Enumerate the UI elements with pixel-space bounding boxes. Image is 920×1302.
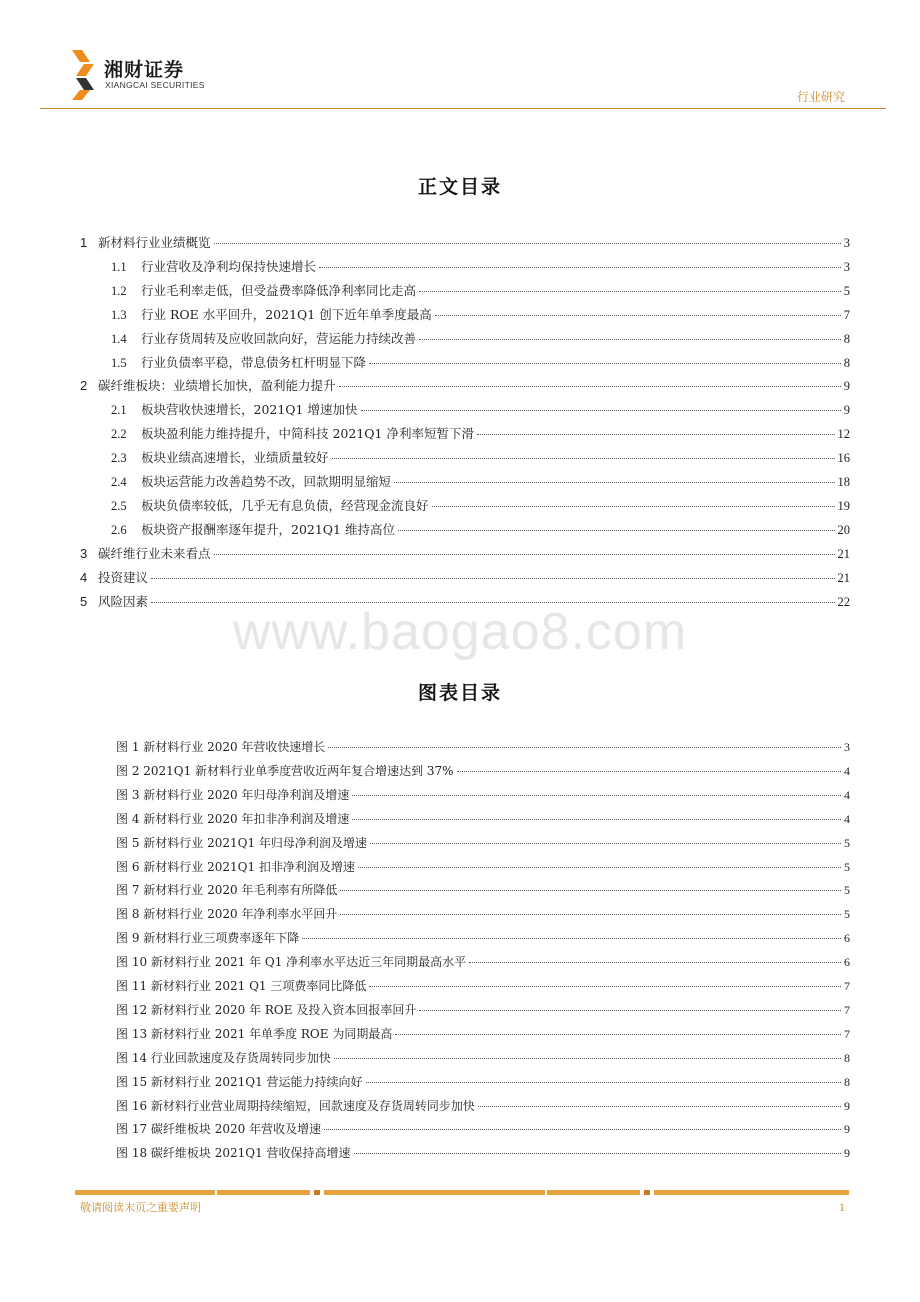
figure-entry[interactable] [116, 953, 850, 973]
figure-entry-title: 图 9 新材料行业三项费率逐年下降 [116, 931, 300, 946]
toc-dot-leader [361, 410, 841, 411]
figure-dot-leader [457, 771, 841, 772]
toc-entry-number: 2.6 [111, 522, 127, 537]
toc-dot-leader [477, 434, 835, 435]
toc-entry-number: 1.3 [111, 307, 127, 322]
toc-dot-leader [214, 554, 835, 555]
figure-entry-page: 5 [844, 907, 850, 922]
toc-entry[interactable] [80, 233, 850, 253]
page-number: 1 [839, 1200, 845, 1214]
watermark: www.baogao8.com [232, 603, 688, 661]
figure-dot-leader [369, 986, 841, 987]
figure-entry-page: 5 [844, 883, 850, 898]
figure-entry-title: 图 8 新材料行业 2020 年净利率水平回升 [116, 907, 338, 922]
toc-entry-title: 新材料行业业绩概览 [98, 235, 211, 250]
toc-dot-leader [435, 315, 841, 316]
toc-entry[interactable] [80, 544, 850, 564]
figure-dot-leader [352, 795, 841, 796]
toc-entry-title: 风险因素 [98, 593, 149, 609]
toc-dot-leader [419, 291, 841, 292]
toc-entry[interactable] [111, 496, 850, 516]
toc-entry-number: 1.2 [111, 283, 127, 298]
figure-entry[interactable] [116, 1001, 850, 1021]
toc-entry-title: 行业存货周转及应收回款向好，营运能力持续改善 [141, 330, 417, 346]
figure-entry[interactable] [116, 1073, 850, 1093]
figure-entry[interactable] [116, 834, 850, 854]
toc-entry[interactable] [111, 448, 850, 468]
figure-entry-page: 9 [844, 1122, 850, 1137]
toc-entry-page: 21 [837, 546, 850, 561]
toc-entry[interactable] [111, 424, 850, 444]
toc-entry-page: 8 [843, 331, 850, 346]
figure-list-heading: 图表目录 [417, 682, 502, 704]
toc-entry-number: 1.5 [111, 355, 127, 370]
header-divider [40, 108, 886, 109]
figure-entry-page: 6 [844, 955, 850, 970]
figure-entry-title: 图 18 碳纤维板块 2021Q1 营收保持高增速 [116, 1146, 351, 1161]
toc-entry[interactable] [111, 305, 850, 325]
toc-entry-page: 20 [837, 522, 850, 537]
figure-entry-page: 8 [844, 1050, 850, 1065]
figure-entry-page: 4 [844, 763, 850, 778]
figure-entry-page: 7 [844, 1002, 850, 1017]
figure-entry-page: 4 [844, 787, 850, 802]
toc-entry-number: 1 [80, 235, 88, 250]
toc-entry-page: 9 [843, 379, 850, 394]
toc-entry-page: 8 [843, 355, 850, 370]
figure-dot-leader [358, 867, 841, 868]
figure-entry-title: 图 10 新材料行业 2021 年 Q1 净利率水平达近三年同期最高水平 [116, 955, 467, 970]
figure-dot-leader [478, 1106, 841, 1107]
figure-entry-page: 5 [844, 835, 850, 850]
figure-dot-leader [354, 1153, 841, 1154]
toc-entry-page: 5 [843, 283, 850, 298]
figure-entry[interactable] [116, 738, 850, 758]
figure-dot-leader [302, 938, 841, 939]
footer-divider [75, 1190, 849, 1195]
toc-entry-page: 22 [837, 594, 850, 609]
figure-entry[interactable] [116, 858, 850, 878]
toc-dot-leader [432, 506, 835, 507]
toc-entry-page: 18 [837, 475, 850, 489]
figure-dot-leader [340, 914, 841, 915]
figure-entry-title: 图 17 碳纤维板块 2020 年营收及增速 [116, 1122, 322, 1137]
figure-entry[interactable] [116, 1120, 850, 1140]
toc-entry-title: 行业 ROE 水平回升，2021Q1 创下近年单季度最高 [141, 306, 432, 322]
figure-entry-title: 图 4 新材料行业 2020 年扣非净利润及增速 [116, 811, 350, 826]
toc-entry-page: 19 [837, 498, 850, 513]
figure-entry-title: 图 14 行业回款速度及存货周转同步加快 [116, 1050, 331, 1065]
figure-entry-page: 5 [844, 859, 850, 874]
toc-entry-title: 板块负债率较低，几乎无有息负债，经营现金流良好 [141, 497, 429, 513]
company-logo [70, 48, 205, 100]
toc-entry[interactable] [111, 281, 850, 301]
toc-entry-page: 3 [843, 259, 850, 274]
toc-entry[interactable] [111, 329, 850, 349]
toc-dot-leader [151, 578, 834, 579]
figure-dot-leader [334, 1058, 841, 1059]
toc-entry-title: 行业毛利率走低，但受益费率降低净利率同比走高 [141, 282, 417, 298]
figure-entry[interactable] [116, 1049, 850, 1069]
toc-entry-title: 行业营收及净利均保持快速增长 [141, 258, 317, 274]
toc-entry-title: 投资建议 [98, 569, 149, 585]
toc-entry[interactable] [111, 353, 850, 373]
logo-mark-icon [70, 48, 98, 100]
toc-entry-number: 1.1 [111, 259, 127, 274]
figure-entry-page: 3 [844, 740, 850, 754]
toc-entry-number: 5 [80, 593, 88, 609]
figure-entry[interactable] [116, 1097, 850, 1117]
figure-entry[interactable] [116, 905, 850, 925]
toc-entry-title: 板块资产报酬率逐年提升，2021Q1 维持高位 [141, 521, 395, 537]
toc-dot-leader [398, 530, 835, 531]
figure-dot-leader [340, 890, 841, 891]
toc-dot-leader [369, 363, 841, 364]
toc-dot-leader [214, 243, 841, 244]
figure-entry-page: 7 [844, 979, 850, 993]
figure-entry-title: 图 6 新材料行业 2021Q1 扣非净利润及增速 [116, 859, 355, 874]
toc-entry-title: 碳纤维行业未来看点 [98, 545, 211, 561]
figure-entry[interactable] [116, 762, 850, 782]
toc-entry-title: 板块运营能力改善趋势不改，回款期明显缩短 [141, 474, 392, 489]
toc-dot-leader [394, 482, 834, 483]
figure-entry[interactable] [116, 929, 850, 949]
toc-dot-leader [319, 267, 841, 268]
figure-entry-page: 6 [844, 931, 850, 946]
figure-dot-leader [395, 1034, 841, 1035]
toc-entry[interactable] [111, 472, 850, 492]
toc-entry-number: 3 [80, 545, 88, 561]
figure-entry-page: 9 [844, 1098, 850, 1113]
toc-entry[interactable] [111, 520, 850, 540]
toc-entry-page: 9 [843, 403, 850, 418]
figure-entry-title: 图 16 新材料行业营业周期持续缩短，回款速度及存货周转同步加快 [116, 1098, 475, 1113]
figure-entry-page: 9 [844, 1146, 850, 1161]
logo-english-name: XIANGCAI SECURITIES [105, 80, 205, 90]
toc-heading: 正文目录 [417, 176, 502, 198]
toc-dot-leader [332, 458, 835, 459]
toc-entry-title: 板块营收快速增长，2021Q1 增速加快 [141, 402, 358, 418]
toc-entry-page: 7 [843, 307, 850, 322]
toc-entry[interactable] [111, 400, 850, 420]
figure-entry-page: 4 [844, 811, 850, 826]
toc-entry[interactable] [80, 568, 850, 588]
figure-entry-title: 图 5 新材料行业 2021Q1 年归母净利润及增速 [116, 835, 367, 850]
toc-entry-number: 2.1 [111, 403, 127, 418]
figure-entry[interactable] [116, 1144, 850, 1164]
figure-dot-leader [419, 1010, 841, 1011]
figure-entry[interactable] [116, 1025, 850, 1045]
figure-entry-page: 8 [844, 1074, 850, 1089]
figure-entry-title: 图 12 新材料行业 2020 年 ROE 及投入资本回报率回升 [116, 1002, 417, 1017]
toc-entry-number: 2.4 [111, 475, 127, 489]
toc-entry-page: 21 [837, 570, 850, 585]
toc-entry-number: 4 [80, 569, 88, 585]
figure-entry[interactable] [116, 786, 850, 806]
figure-entry[interactable] [116, 977, 850, 997]
figure-dot-leader [370, 843, 841, 844]
toc-entry-number: 2.3 [111, 451, 127, 466]
toc-entry-title: 板块业绩高速增长，业绩质量较好 [141, 450, 329, 466]
report-category: 行业研究 [796, 90, 845, 104]
toc-dot-leader [419, 339, 841, 340]
footer-notice: 敬请阅读末页之重要声明 [80, 1201, 201, 1214]
figure-entry-title: 图 1 新材料行业 2020 年营收快速增长 [116, 740, 326, 754]
toc-entry-page: 16 [837, 451, 850, 466]
toc-entry-number: 1.4 [111, 331, 127, 346]
figure-entry-title: 图 3 新材料行业 2020 年归母净利润及增速 [116, 787, 350, 802]
figure-dot-leader [366, 1082, 841, 1083]
figure-dot-leader [328, 747, 841, 748]
toc-dot-leader [339, 386, 841, 387]
figure-entry-title: 图 11 新材料行业 2021 Q1 三项费率同比降低 [116, 979, 367, 993]
toc-entry-title: 碳纤维板块：业绩增长加快，盈利能力提升 [98, 378, 336, 394]
figure-entry-title: 图 15 新材料行业 2021Q1 营运能力持续向好 [116, 1074, 363, 1089]
logo-chinese-name: 湘财证券 [104, 59, 185, 81]
toc-entry-number: 2 [80, 378, 88, 394]
figure-entry-page: 7 [844, 1026, 850, 1041]
toc-entry[interactable] [80, 376, 850, 396]
figure-dot-leader [352, 819, 841, 820]
toc-entry-number: 2.5 [111, 498, 127, 513]
toc-entry-title: 行业负债率平稳，带息债务杠杆明显下降 [141, 354, 367, 370]
figure-entry-title: 图 13 新材料行业 2021 年单季度 ROE 为同期最高 [116, 1026, 393, 1041]
toc-entry[interactable] [111, 257, 850, 277]
toc-entry-page: 12 [837, 427, 850, 442]
figure-entry-title: 图 7 新材料行业 2020 年毛利率有所降低 [116, 883, 338, 898]
figure-entry[interactable] [116, 881, 850, 901]
figure-entry[interactable] [116, 810, 850, 830]
toc-entry-title: 板块盈利能力维持提升，中简科技 2021Q1 净利率短暂下滑 [141, 426, 474, 442]
figure-dot-leader [469, 962, 841, 963]
figure-entry-title: 图 2 2021Q1 新材料行业单季度营收近两年复合增速达到 37% [116, 763, 454, 778]
toc-entry-number: 2.2 [111, 427, 127, 442]
figure-dot-leader [324, 1129, 841, 1130]
toc-entry-page: 3 [843, 236, 850, 250]
